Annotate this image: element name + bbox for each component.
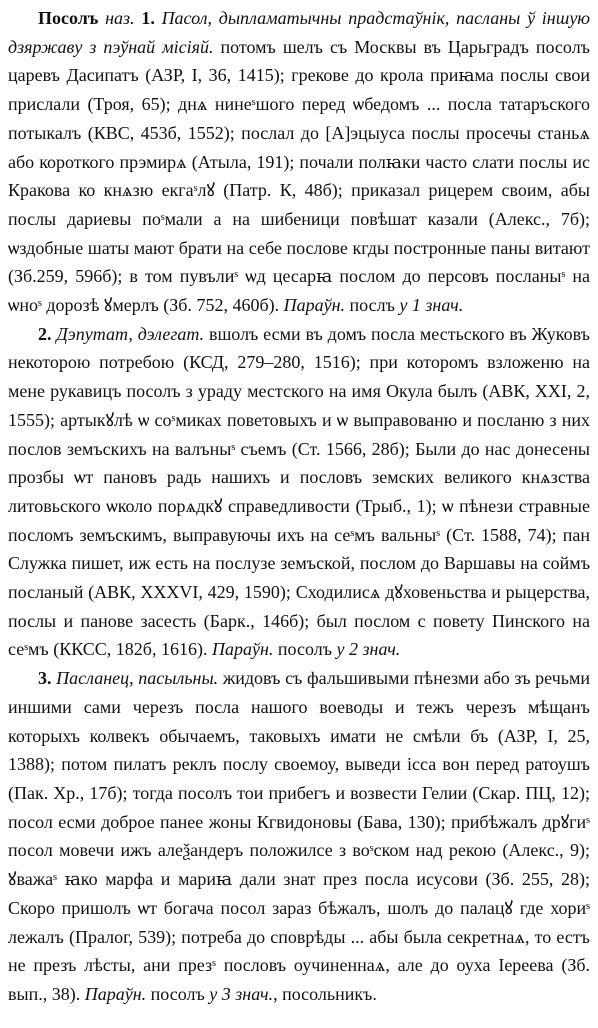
- sense-2: [8, 320, 590, 664]
- parallel-word: посолъ: [273, 639, 337, 660]
- parallel-word: послъ: [345, 295, 400, 316]
- sense-number: 2.: [38, 323, 52, 344]
- sense-citations: потомъ шелъ съ Москвы въ Царьградъ посолъ царевъ Дасипатъ (АЗР, I, 36, 1415); грекове до крола приꙗма послы свои прислали (Троя, 65); днѧ нинеˢшого перед ѡбедомъ ... посла татаръского потыкалъ (КВС, 453б, 1552); послал до [А]эцыуса послы просечы станьѧ або короткого прэмирѧ (Атыла, 191); почали полꙗки часто слати послы ис Кракова ко кнѧзю екгаˢлꙋ (Патр. К, 48б); приказал рицерем своим, абы послы дариевы поˢмали а на шибеници повѣшат казали (Алекс., 7б); ѡздобные шаты мают брати на себе послове кгды постронные паны витают (Зб.259, 596б); в том пувълиˢ ѡд цесарꙗ послом до персовъ посланыˢ на ѡноˢ дорозѣ ꙋмерлъ (Зб. 752, 460б).: [8, 36, 590, 316]
- sense-tail: , посольникъ.: [273, 983, 377, 1004]
- sense-frequency: у 3 знач.: [209, 983, 274, 1004]
- headword: Посолъ: [38, 8, 99, 28]
- sense-definition: Дэпутат, дэлегат.: [56, 323, 205, 344]
- sense-number: 3.: [38, 668, 52, 689]
- parallel-label: Параўн.: [211, 639, 274, 660]
- part-of-speech: наз.: [105, 8, 135, 28]
- sense-1: [8, 4, 590, 320]
- parallel-label: Параўн.: [84, 983, 147, 1004]
- sense-frequency: у 1 знач.: [399, 295, 464, 316]
- parallel-word: посолъ: [146, 983, 210, 1004]
- sense-citations: жидовъ съ фальшивыми пѣнезми або зъ речьми иншими сами черезъ посла нашого воеводы и тежъ черезъ мѣщанъ которыхъ колвекъ обычаемъ, таковыхъ имати не смѣли бъ (АЗР, I, 25, 1388); потом пилатъ реклъ послу своемоу, выведи ісса вон перед ратоушъ (Пак. Хр., 17б); тогда посолъ тои прибегъ и возвести Гелии (Скар. ПЦ, 12); посол есми доброе панее жоны Кгвидоновы (Бава, 130); прибѣжалъ дрꙋгиˢ посол мовечи ижъ алеѯандеръ положилсе з воˢском над рекою (Алекс., 9); ꙋважаˢ ꙗко марфа и мариꙗ дали знат през посла исусови (Зб. 255, 28); Скоро пришолъ ѡт богача посол зараз бѣжалъ, шолъ до палацꙋ где хориˢ лежалъ (Пралог, 539); потреба до споврѣды ... абы была секретнаѧ, то естъ не презъ лѣсты, ани презˢ пословъ оучиненнаѧ, але до оуха Іереева (Зб. вып., 38).: [8, 668, 590, 1004]
- parallel-label: Параўн.: [283, 295, 346, 316]
- sense-frequency: у 2 знач.: [336, 639, 401, 660]
- sense-3: [8, 664, 590, 1008]
- sense-definition: Пасланец, пасыльны.: [56, 668, 219, 689]
- sense-citations: вшолъ есми въ домъ посла местьского въ Жуковъ некоторою потребою (КСД, 279–280, 1516); при которомъ взложеню на мене рукавицъ посолъ з ураду местского на имя Окула былъ (АВК, XXI, 2, 1555); артыкꙋлѣ ѡ соˢмиках поветовыхъ и ѡ выправованю и посланю з них послов земъскихъ на валъныˢ съемъ (Ст. 1566, 28б); Были до нас донесены прозбы ѡт пановъ радь нашихъ и пословъ земских великого кнѧзства литовьского ѡколо порѧдкꙋ справедливости (Трыб., 1); ѡ пѣнези стравные посломъ земъскимъ, выправуючы ихъ на сеˢмъ вальныˢ (Ст. 1588, 74); пан Служка пишет, иж есть на послузе земъской, послом до Варшавы на соймъ посланый (АВК, XXXVI, 429, 1590); Сходилисѧ дꙋховеньства и рыцерства, послы и панове засесть (Барк., 146б); был послом с повету Пинского на сеˢмъ (ККСС, 182б, 1616).: [8, 323, 590, 660]
- sense-number: 1.: [141, 8, 155, 28]
- sense-definition: Пасол, дыпламатычны прадстаўнік, пасланы ў іншую дзяржаву з пэўнай місіяй.: [8, 8, 591, 57]
